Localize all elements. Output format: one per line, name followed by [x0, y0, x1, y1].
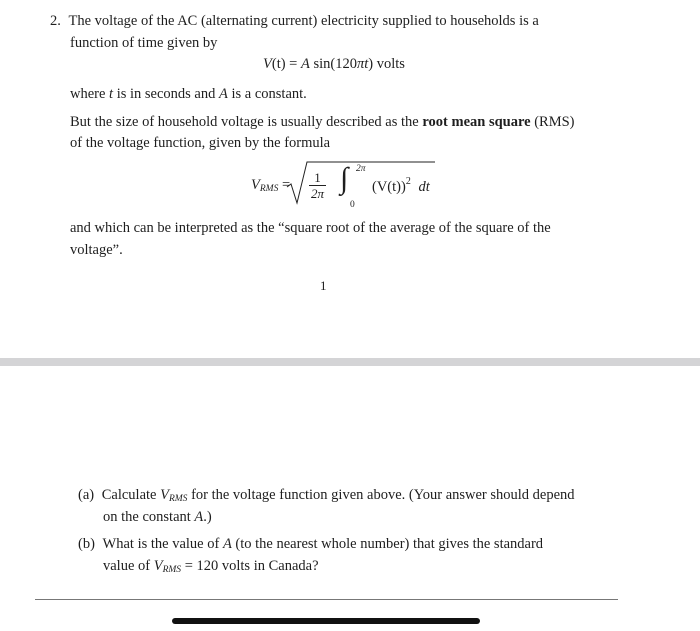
part-b-line-1: (b) What is the value of A (to the nearest whole number) that gives the standard	[78, 536, 544, 552]
page-separator	[0, 358, 700, 366]
part-b-label: (b)	[78, 536, 95, 552]
where-line: where t is in seconds and A is a constant.	[70, 86, 307, 102]
interpretation-line-1: and which can be interpreted as the “square root of the average of the square of the	[70, 220, 551, 236]
intro-text-1: The voltage of the AC (alternating current) electricity supplied to households is a	[68, 13, 539, 29]
part-b-line-2: value of VRMS = 120 volts in Canada?	[103, 558, 319, 575]
integral-upper-limit: 2π	[356, 164, 366, 174]
home-indicator-bar[interactable]	[172, 618, 480, 624]
rms-term: root mean square	[422, 114, 531, 130]
problem-intro-line-1	[50, 12, 539, 30]
rms-line-1: But the size of household voltage is usually described as the root mean square (RMS)	[70, 114, 575, 130]
integrand: $(V(t))^2$ dt	[372, 176, 430, 195]
part-a-line-1: (a) Calculate VRMS for the voltage function given above. (Your answer should depend	[78, 487, 575, 504]
page-number: 1	[320, 278, 327, 293]
problem-intro-line-2: function of time given by	[70, 35, 218, 51]
rms-line-2: of the voltage function, given by the formula	[70, 135, 331, 151]
voltage-formula: V(t) = A sin(120πt) volts	[263, 56, 405, 72]
fraction-1-over-2pi: $\frac{1}{2\pi}$	[311, 170, 325, 201]
integral-lower-limit: 0	[350, 200, 355, 210]
interpretation-line-2: voltage”.	[70, 242, 123, 258]
part-a-line-2: on the constant A.)	[103, 509, 212, 525]
part-a-label: (a)	[78, 487, 95, 503]
integral-sign: ∫	[340, 162, 349, 195]
bottom-rule	[35, 599, 618, 600]
vrms-lhs: VRMS =	[251, 177, 291, 194]
problem-number: 2.	[50, 13, 61, 29]
